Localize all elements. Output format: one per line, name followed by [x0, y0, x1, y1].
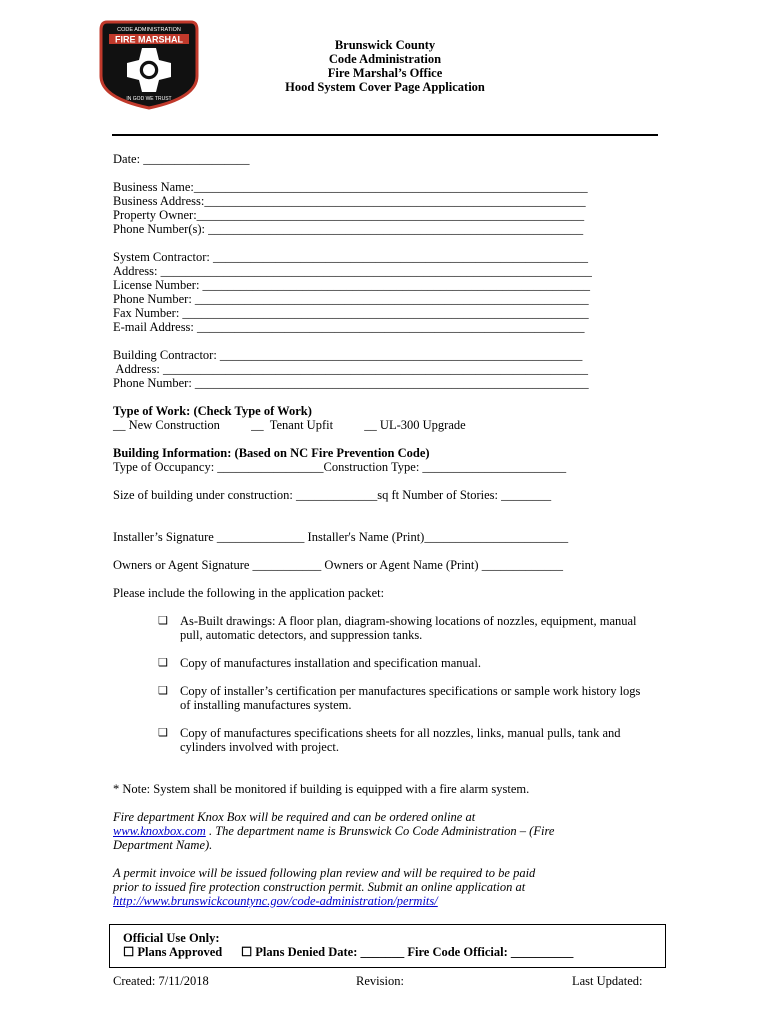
building-contractor-phone-field[interactable]: Phone Number: _______________________________________________________________ [113, 376, 589, 390]
fire-marshal-badge-logo [99, 18, 199, 110]
footer-revision: Revision: [356, 974, 404, 988]
system-contractor-field[interactable]: System Contractor: ____________________________________________________________ [113, 250, 588, 264]
header-county: Brunswick County [334, 38, 436, 52]
permits-link[interactable]: http://www.brunswickcountync.gov/code-administration/permits/ [113, 894, 438, 908]
owner-signature-field[interactable]: Owners or Agent Signature ___________ Owners or Agent Name (Print) _____________ [113, 558, 563, 572]
license-number-field[interactable]: License Number: ______________________________________________________________ [113, 278, 591, 292]
header-department: Code Administration [328, 52, 442, 66]
checkbox-bullet-icon: ❑ [158, 615, 168, 627]
svg-text:CODE ADMINISTRATION: CODE ADMINISTRATION [117, 27, 181, 33]
knox-note-line3: Department Name). [113, 838, 213, 852]
fax-number-field[interactable]: Fax Number: _________________________________________________________________ [113, 306, 589, 320]
building-contractor-field[interactable]: Building Contractor: __________________________________________________________ [113, 348, 583, 362]
building-info-heading: Building Information: (Based on NC Fire Prevention Code) [113, 446, 430, 460]
type-of-work-heading: Type of Work: (Check Type of Work) [113, 404, 312, 418]
packet-item-as-built: As-Built drawings: A floor plan, diagram-showing locations of nozzles, equipment, manual pull, automatic detectors, and suppression tanks. [180, 614, 637, 642]
packet-intro: Please include the following in the application packet: [113, 586, 385, 600]
email-address-field[interactable]: E-mail Address: ______________________________________________________________ [113, 320, 585, 334]
svg-text:FIRE MARSHAL: FIRE MARSHAL [115, 34, 183, 45]
header-office: Fire Marshal’s Office [327, 66, 443, 80]
packet-item-certification: Copy of installer’s certification per manufactures specifications or sample work history logs of installing manufactures system. [180, 684, 641, 712]
knox-note-line2 [113, 824, 554, 838]
occupancy-construction-field[interactable]: Type of Occupancy: _________________Construction Type: _______________________ [113, 460, 567, 474]
document-header [240, 38, 530, 94]
official-use-row[interactable]: ☐ Plans Approved ☐ Plans Denied Date: _______ Fire Code Official: __________ [123, 945, 574, 959]
checkbox-bullet-icon: ❑ [158, 685, 168, 697]
knox-note-line1: Fire department Knox Box will be required and can be ordered online at [113, 810, 476, 824]
business-address-field[interactable]: Business Address:_____________________________________________________________ [113, 194, 586, 208]
contractor-address-field[interactable]: Address: _____________________________________________________________________ [113, 264, 592, 278]
official-use-box [109, 924, 666, 968]
checkbox-bullet-icon: ❑ [158, 727, 168, 739]
permit-note-line1: A permit invoice will be issued following plan review and will be required to be paid [113, 866, 536, 880]
phone-numbers-field[interactable]: Phone Number(s): ____________________________________________________________ [113, 222, 584, 236]
contractor-phone-field[interactable]: Phone Number: _______________________________________________________________ [113, 292, 589, 306]
svg-text:IN GOD WE TRUST: IN GOD WE TRUST [126, 96, 172, 102]
installer-signature-field[interactable]: Installer’s Signature ______________ Installer's Name (Print)_______________________ [113, 530, 569, 544]
building-size-stories-field[interactable]: Size of building under construction: _____________sq ft Number of Stories: ________ [113, 488, 552, 502]
knoxbox-link[interactable]: www.knoxbox.com [113, 824, 206, 838]
official-use-title: Official Use Only: [123, 931, 220, 945]
permit-note-line2: prior to issued fire protection construction permit. Submit an online application at [113, 880, 526, 894]
header-rule [112, 134, 658, 136]
date-field[interactable]: Date: _________________ [113, 152, 250, 166]
footer-created: Created: 7/11/2018 [113, 974, 209, 988]
building-contractor-address-field[interactable]: Address: ____________________________________________________________________ [113, 362, 588, 376]
checkbox-bullet-icon: ❑ [158, 657, 168, 669]
business-name-field[interactable]: Business Name:_______________________________________________________________ [113, 180, 588, 194]
header-form-title: Hood System Cover Page Application [285, 80, 485, 94]
permit-note-line3 [113, 894, 438, 908]
packet-item-spec-sheets: Copy of manufactures specifications sheets for all nozzles, links, manual pulls, tank and cylinders involved with project. [180, 726, 621, 754]
monitoring-note: * Note: System shall be monitored if building is equipped with a fire alarm system. [113, 782, 530, 796]
property-owner-field[interactable]: Property Owner:______________________________________________________________ [113, 208, 585, 222]
knox-note-text: . The department name is Brunswick Co Code Administration – (Fire [205, 824, 555, 838]
type-of-work-options[interactable]: __ New Construction __ Tenant Upfit __ UL-300 Upgrade [113, 418, 466, 432]
packet-item-manual: Copy of manufactures installation and specification manual. [180, 656, 481, 670]
footer-last-updated: Last Updated: [572, 974, 643, 988]
